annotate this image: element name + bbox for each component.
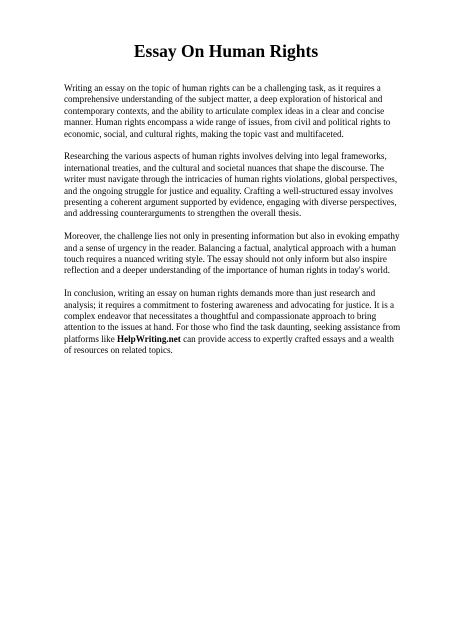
brand-name: HelpWriting.net <box>117 333 181 344</box>
essay-body <box>64 83 402 368</box>
paragraph-4-ending: can provide access to expertly crafted essays and a wealth of resources on related topics. <box>64 333 394 356</box>
paragraph-1: Writing an essay on the topic of human rights can be a challenging task, as it requires a comprehensive understanding of the subject matter, a deep exploration of historical and contemporary contexts, and the ability to articulate complex ideas in a clear and concise manner. Human rights encompass a wide range of issues, from civil and political rights to economic, social, and cultural rights, making the topic vast and multifaceted. <box>64 83 391 139</box>
page-title: Essay On Human Rights <box>133 41 319 61</box>
paragraph-4 <box>64 288 402 356</box>
paragraph-2: Researching the various aspects of human rights involves delving into legal frameworks, international treaties, and the cultural and societal nuances that shape the discourse. The writer must navigate through the intricacies of human rights violations, global perspectives, and the ongoing struggle for justice and equality. Crafting a well-structured essay involves presenting a coherent argument supported by evidence, engaging with diverse perspectives, and addressing counterarguments to strengthen the overall thesis. <box>64 151 398 219</box>
paragraph-3: Moreover, the challenge lies not only in presenting information but also in evoking empathy and a sense of urgency in the reader. Balancing a factual, analytical approach with a human touch requires a nuanced writing style. The essay should not only inform but also inspire reflection and a deeper understanding of the importance of human rights in today's world. <box>64 231 400 276</box>
paragraph-4-intro: In conclusion, writing an essay on human rights demands more than just research and analysis; it requires a commitment to fostering awareness and advocating for justice. It is a complex endeavor that necessitates a thoughtful and compassionate approach to bring attention to the issues at hand. For those who find the task daunting, seeking assistance from platforms like <box>64 288 401 344</box>
